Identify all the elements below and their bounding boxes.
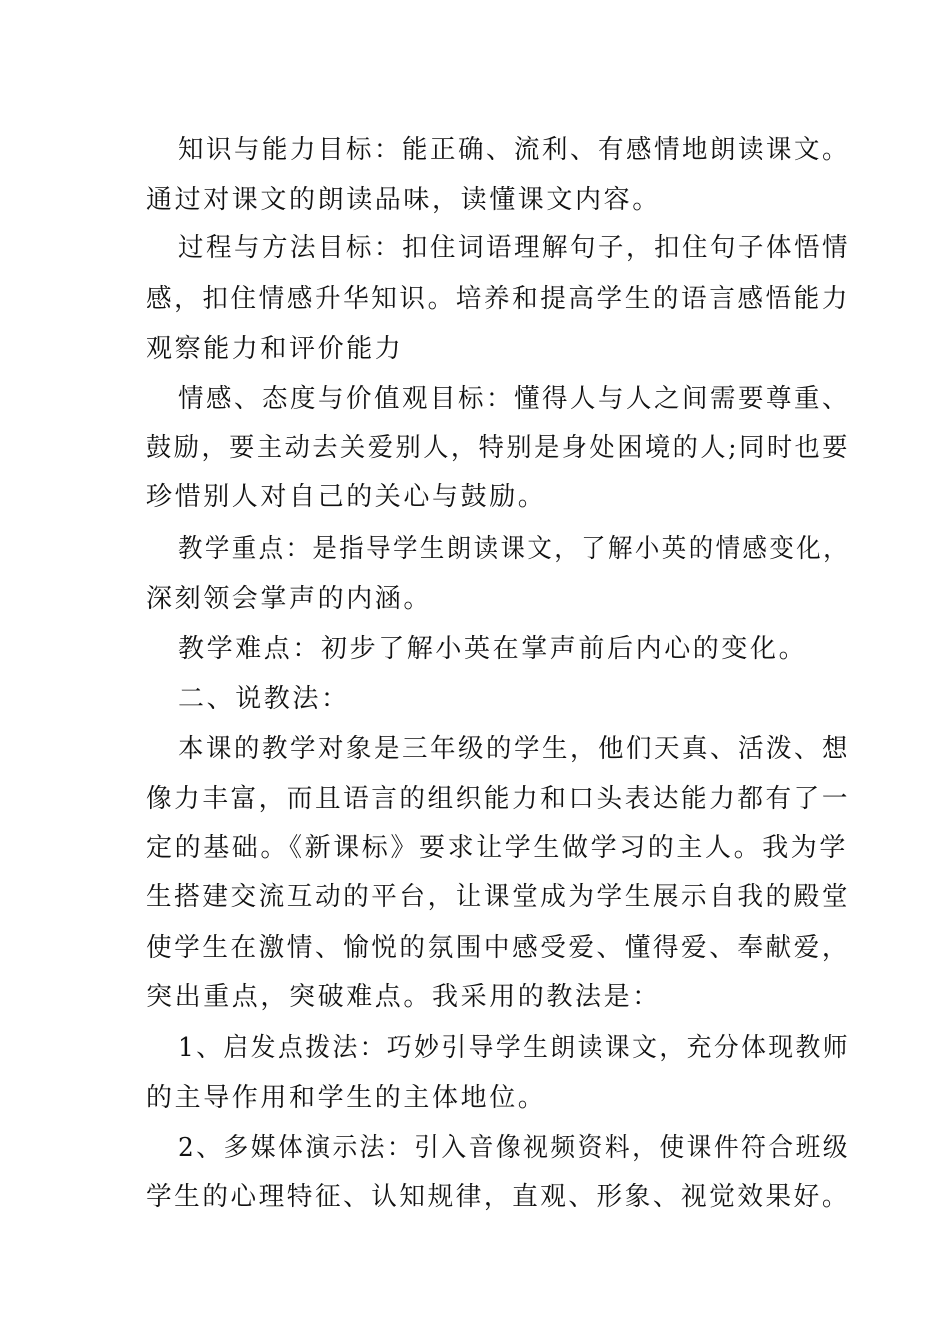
section-heading: 二、说教法： — [178, 684, 350, 714]
paragraph-line: 观察能力和评价能力 — [146, 334, 404, 364]
paragraph-line: 本课的教学对象是三年级的学生，他们天真、活泼、想 — [178, 734, 850, 764]
paragraph-line: 生搭建交流互动的平台，让课堂成为学生展示自我的殿堂 — [146, 882, 851, 912]
paragraph-line: 2、多媒体演示法：引入音像视频资料，使课件符合班级 — [178, 1133, 851, 1163]
paragraph-line: 情感、态度与价值观目标：懂得人与人之间需要尊重、 — [178, 384, 850, 414]
paragraph-line: 使学生在激情、愉悦的氛围中感受爱、懂得爱、奉献爱， — [146, 933, 851, 963]
paragraph-line: 1、启发点拨法：巧妙引导学生朗读课文，充分体现教师 — [178, 1033, 851, 1063]
paragraph-line: 过程与方法目标：扣住词语理解句子，扣住句子体悟情 — [178, 233, 850, 263]
paragraph-line: 深刻领会掌声的内涵。 — [146, 584, 433, 614]
paragraph-line: 学生的心理特征、认知规律，直观、形象、视觉效果好。 — [146, 1182, 851, 1212]
paragraph-line: 突出重点，突破难点。我采用的教法是： — [146, 982, 661, 1012]
paragraph-line: 通过对课文的朗读品味，读懂课文内容。 — [146, 185, 661, 215]
paragraph-line: 的主导作用和学生的主体地位。 — [146, 1083, 547, 1113]
paragraph-line: 鼓励，要主动去关爱别人，特别是身处困境的人;同时也要 — [146, 433, 851, 463]
paragraph-line: 像力丰富，而且语言的组织能力和口头表达能力都有了一 — [146, 784, 851, 814]
paragraph-line: 教学重点：是指导学生朗读课文，了解小英的情感变化， — [178, 534, 850, 564]
paragraph-line: 定的基础。《新课标》要求让学生做学习的主人。我为学 — [146, 833, 849, 863]
paragraph-line: 教学难点：初步了解小英在掌声前后内心的变化。 — [178, 634, 808, 664]
paragraph-line: 珍惜别人对自己的关心与鼓励。 — [146, 482, 547, 512]
paragraph-line: 知识与能力目标：能正确、流利、有感情地朗读课文。 — [178, 135, 850, 165]
paragraph-line: 感，扣住情感升华知识。培养和提高学生的语言感悟能力 — [146, 284, 851, 314]
